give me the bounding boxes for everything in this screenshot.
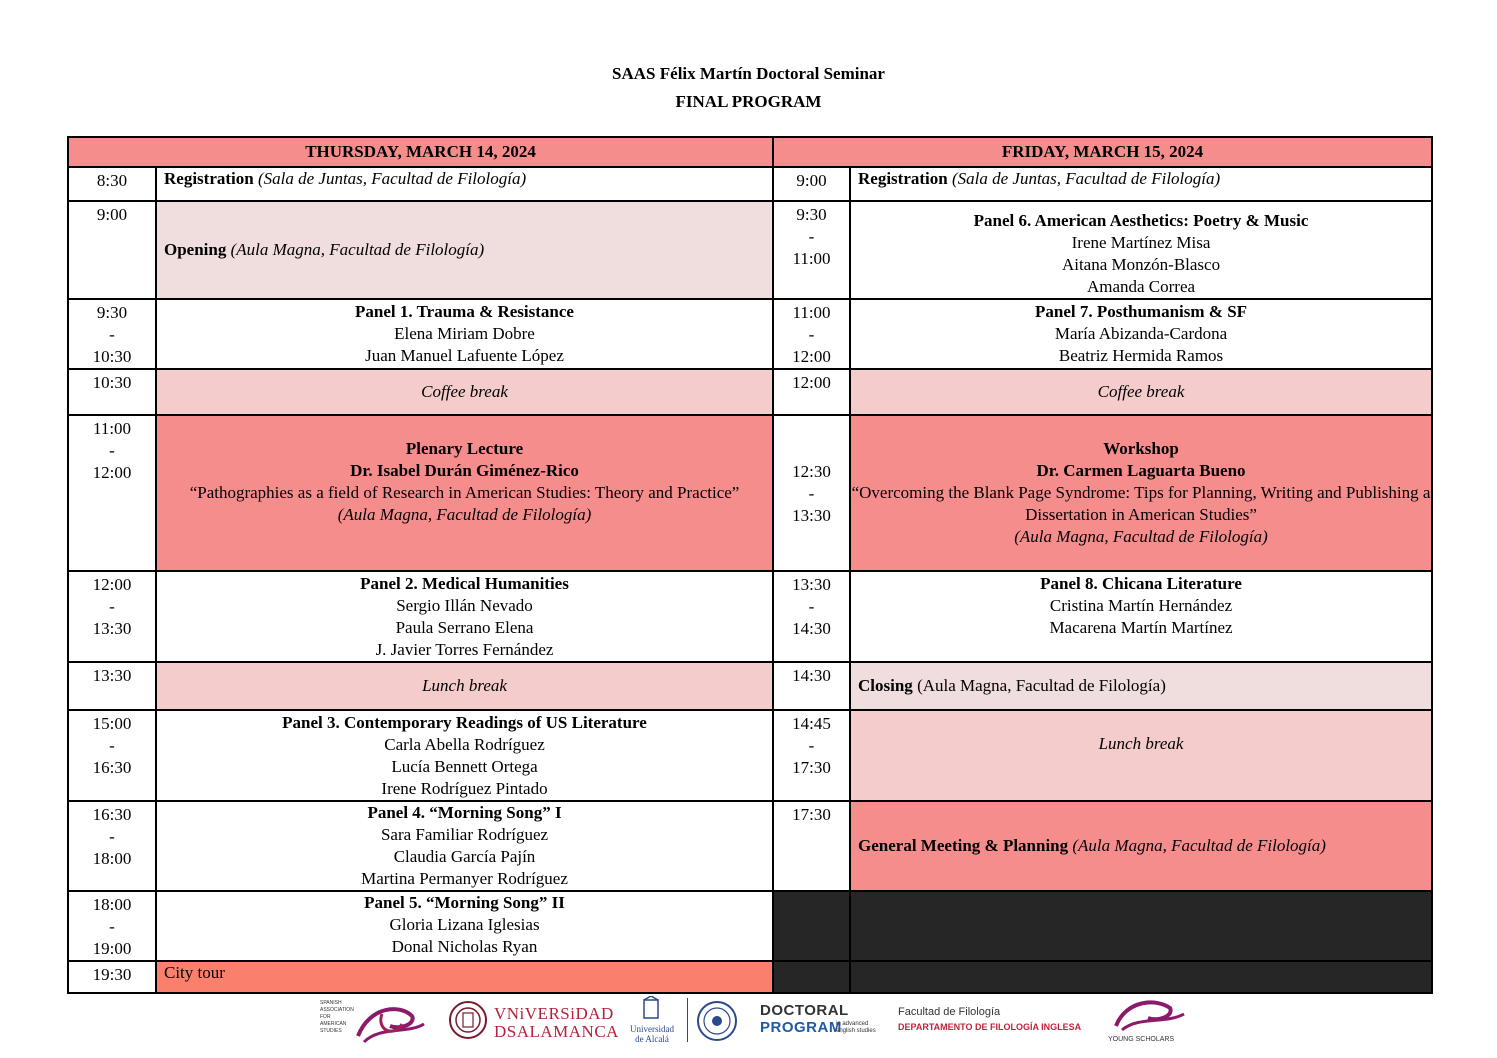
- logo-divider: [687, 998, 688, 1042]
- friday-panel-7: [850, 299, 1432, 369]
- speaker: Martina Permanyer Rodríguez: [361, 869, 568, 888]
- event-place: (Aula Magna, Facultad de Filología): [230, 240, 485, 259]
- thursday-panel-5: [156, 891, 773, 961]
- speaker: Carla Abella Rodríguez: [384, 735, 545, 754]
- table-row: [68, 369, 1432, 415]
- thursday-lunch-break: Lunch break: [156, 662, 773, 710]
- workshop-speaker: Dr. Carmen Laguarta Bueno: [1036, 461, 1246, 480]
- panel-title: Panel 1. Trauma & Resistance: [355, 302, 574, 321]
- thursday-panel-1: [156, 299, 773, 369]
- young-scholars-logo: YOUNG SCHOLARS: [1104, 994, 1194, 1048]
- panel-title: Panel 7. Posthumanism & SF: [1034, 302, 1248, 321]
- thursday-panel-2: [156, 571, 773, 662]
- alcala-seal-icon: [696, 1000, 738, 1042]
- event-place: (Aula Magna, Facultad de Filología): [1072, 836, 1326, 855]
- usal-seal-icon: [448, 1000, 488, 1040]
- alcala-logo: Universidad de Alcalá: [624, 994, 744, 1048]
- time-cell: 19:30: [68, 961, 156, 993]
- speaker: Gloria Lizana Iglesias: [389, 915, 540, 934]
- table-row: [68, 710, 1432, 801]
- table-row: [68, 415, 1432, 571]
- panel-title: Panel 6. American Aesthetics: Poetry & Music: [973, 211, 1309, 230]
- time-range-cell: 13:30 - 14:30: [773, 571, 850, 662]
- lecture-title: “Pathographies as a field of Research in American Studies: Theory and Practice”: [189, 483, 740, 502]
- panel-title: Panel 5. “Morning Song” II: [364, 893, 565, 912]
- speaker: Amanda Correa: [1086, 277, 1196, 296]
- time-range-cell: 11:00 - 12:00: [773, 299, 850, 369]
- friday-panel-8: [850, 571, 1432, 662]
- workshop-place: (Aula Magna, Facultad de Filología): [1014, 527, 1268, 546]
- table-row: [68, 167, 1432, 201]
- time-range-cell: 9:30 - 10:30: [68, 299, 156, 369]
- table-row: [68, 891, 1432, 961]
- thursday-header: THURSDAY, MARCH 14, 2024: [68, 137, 773, 167]
- friday-workshop: [850, 415, 1432, 571]
- event-label: Closing: [858, 676, 913, 695]
- lecture-speaker: Dr. Isabel Durán Giménez-Rico: [350, 461, 579, 480]
- friday-header: FRIDAY, MARCH 15, 2024: [773, 137, 1432, 167]
- empty-dark-cell: [850, 891, 1432, 961]
- event-label: Registration: [858, 169, 948, 188]
- table-row: [68, 801, 1432, 891]
- saas-logo: SPANISH ASSOCIATION FOR AMERICAN STUDIES: [320, 996, 430, 1048]
- speaker: Sara Familiar Rodríguez: [380, 825, 549, 844]
- table-row: [68, 571, 1432, 662]
- time-range-cell: 12:00 - 13:30: [68, 571, 156, 662]
- speaker: Donal Nicholas Ryan: [391, 937, 538, 956]
- young-scholars-emblem-icon: [1104, 994, 1194, 1034]
- thursday-city-tour: City tour: [156, 961, 773, 993]
- speaker: Cristina Martín Hernández: [1049, 596, 1233, 615]
- empty-dark-cell: [773, 891, 850, 961]
- program-table: [67, 136, 1433, 994]
- time-cell: 14:30: [773, 662, 850, 710]
- speaker: Irene Martínez Misa: [1071, 233, 1211, 252]
- thursday-panel-3: [156, 710, 773, 801]
- friday-registration: [850, 167, 1432, 201]
- thursday-opening: [156, 201, 773, 299]
- page-title: SAAS Félix Martín Doctoral Seminar: [612, 64, 885, 83]
- time-cell: 9:00: [773, 167, 850, 201]
- panel-title: Panel 8. Chicana Literature: [1040, 574, 1242, 593]
- speaker: Sergio Illán Nevado: [396, 596, 533, 615]
- doctoral-program-logo: DOCTORAL PROGRAM in advanced english studies: [760, 1002, 876, 1036]
- friday-general-meeting: [850, 801, 1432, 891]
- sponsor-logos: [0, 990, 1497, 1050]
- table-row: [68, 299, 1432, 369]
- time-cell: 13:30: [68, 662, 156, 710]
- friday-lunch-break: Lunch break: [850, 710, 1432, 801]
- event-label: General Meeting & Planning: [858, 836, 1069, 855]
- page-subtitle: FINAL PROGRAM: [675, 92, 822, 111]
- time-cell: 12:00: [773, 369, 850, 415]
- friday-panel-6: [850, 201, 1432, 299]
- table-row: [68, 201, 1432, 299]
- usal-logo: VNiVERSiDAD DSALAMANCA: [448, 998, 608, 1046]
- panel-title: Panel 2. Medical Humanities: [360, 574, 569, 593]
- time-cell: 9:00: [68, 201, 156, 299]
- speaker: Claudia García Pajín: [393, 847, 536, 866]
- time-range-cell: 15:00 - 16:30: [68, 710, 156, 801]
- facultad-logo: Facultad de Filología DEPARTAMENTO DE FILOLOGÍA INGLESA: [898, 1006, 1082, 1032]
- table-row: [68, 961, 1432, 993]
- workshop-title: “Overcoming the Blank Page Syndrome: Tips for Planning, Writing and Publishing a Dissertation in American Studies”: [851, 483, 1431, 524]
- speaker: Macarena Martín Martínez: [1049, 618, 1233, 637]
- thursday-coffee-break: Coffee break: [156, 369, 773, 415]
- friday-closing: [850, 662, 1432, 710]
- thursday-registration: [156, 167, 773, 201]
- panel-title: Panel 3. Contemporary Readings of US Literature: [282, 713, 647, 732]
- thursday-plenary-lecture: [156, 415, 773, 571]
- table-header-row: [68, 137, 1432, 167]
- friday-coffee-break: Coffee break: [850, 369, 1432, 415]
- time-range-cell: 16:30 - 18:00: [68, 801, 156, 891]
- time-range-cell: 11:00 - 12:00: [68, 415, 156, 571]
- panel-title: Panel 4. “Morning Song” I: [367, 803, 562, 822]
- workshop-label: Workshop: [1103, 439, 1179, 458]
- lecture-place: (Aula Magna, Facultad de Filología): [337, 505, 592, 524]
- speaker: Aitana Monzón-Blasco: [1061, 255, 1221, 274]
- table-row: [68, 662, 1432, 710]
- empty-dark-cell: [773, 961, 850, 993]
- speaker: Lucía Bennett Ortega: [391, 757, 538, 776]
- speaker: Beatriz Hermida Ramos: [1058, 346, 1224, 365]
- time-cell: 8:30: [68, 167, 156, 201]
- time-range-cell: 12:30 - 13:30: [773, 415, 850, 571]
- time-cell: 17:30: [773, 801, 850, 891]
- speaker: María Abizanda-Cardona: [1054, 324, 1228, 343]
- alcala-crest-icon: [636, 996, 666, 1024]
- speaker: J. Javier Torres Fernández: [375, 640, 554, 659]
- event-place: (Aula Magna, Facultad de Filología): [917, 676, 1166, 695]
- speaker: Paula Serrano Elena: [395, 618, 534, 637]
- saas-emblem-icon: [320, 996, 430, 1048]
- time-range-cell: 18:00 - 19:00: [68, 891, 156, 961]
- speaker: Juan Manuel Lafuente López: [365, 346, 564, 365]
- empty-dark-cell: [850, 961, 1432, 993]
- event-label: Opening: [164, 240, 227, 259]
- event-place: (Sala de Juntas, Facultad de Filología): [257, 169, 527, 188]
- time-cell: 10:30: [68, 369, 156, 415]
- speaker: Elena Miriam Dobre: [394, 324, 535, 343]
- lecture-label: Plenary Lecture: [405, 439, 524, 458]
- event-place: (Sala de Juntas, Facultad de Filología): [951, 169, 1221, 188]
- time-range-cell: 9:30 - 11:00: [773, 201, 850, 299]
- time-range-cell: 14:45 - 17:30: [773, 710, 850, 801]
- thursday-panel-4: [156, 801, 773, 891]
- speaker: Irene Rodríguez Pintado: [381, 779, 548, 798]
- event-label: Registration: [164, 169, 254, 188]
